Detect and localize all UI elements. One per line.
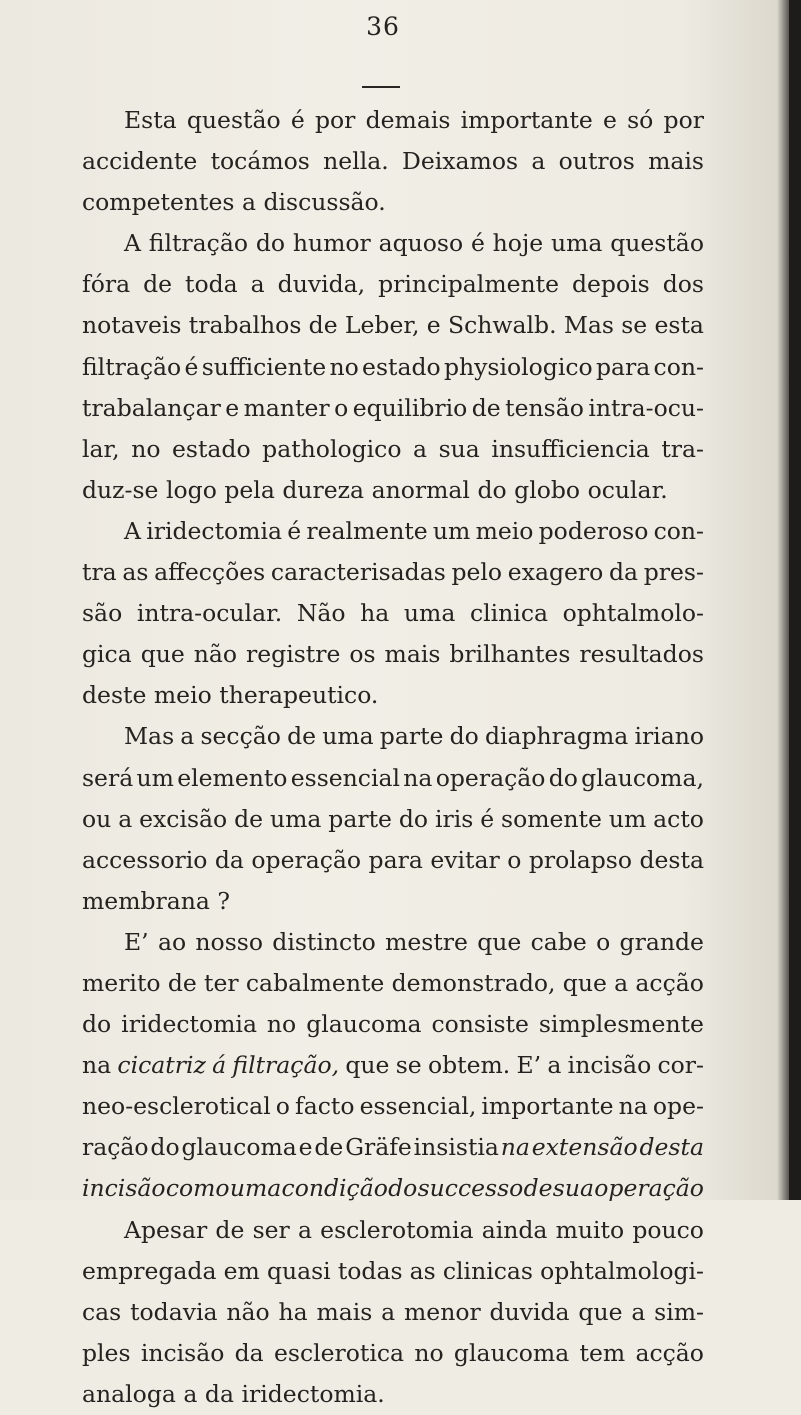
word: E’ bbox=[516, 1051, 542, 1080]
word: affecções bbox=[154, 558, 266, 587]
header-rule bbox=[362, 86, 400, 88]
word: é bbox=[184, 352, 199, 381]
word: outros bbox=[558, 147, 635, 176]
word: resultados bbox=[579, 640, 704, 669]
word: filtração, bbox=[232, 1051, 340, 1080]
text-line bbox=[82, 347, 704, 388]
word: ha bbox=[278, 1297, 308, 1326]
word: pouco bbox=[632, 1215, 704, 1244]
word: para bbox=[595, 352, 651, 381]
word: á bbox=[212, 1051, 227, 1080]
word: esta bbox=[654, 311, 704, 340]
word: ophtalmologi- bbox=[540, 1256, 704, 1285]
word: anormal bbox=[371, 475, 470, 504]
word: de bbox=[167, 968, 197, 997]
word: duvida, bbox=[277, 270, 366, 299]
word: toda bbox=[185, 270, 238, 299]
text-line bbox=[82, 922, 704, 963]
word: acto bbox=[653, 804, 704, 833]
text-line bbox=[82, 552, 704, 593]
word: é bbox=[480, 804, 495, 833]
word: glaucoma bbox=[181, 1133, 297, 1162]
word: accidente bbox=[82, 147, 198, 176]
word: esclerotica bbox=[273, 1338, 405, 1367]
word: de bbox=[308, 311, 338, 340]
word: tra bbox=[82, 558, 117, 587]
word: na bbox=[403, 763, 433, 792]
word: mais bbox=[384, 640, 441, 669]
word: iridectomia bbox=[146, 516, 282, 545]
word: a bbox=[614, 968, 629, 997]
word: realmente bbox=[306, 516, 428, 545]
word: Apesar bbox=[124, 1215, 208, 1244]
word: a bbox=[183, 1379, 198, 1408]
word: Leber, bbox=[344, 311, 420, 340]
word: do bbox=[477, 475, 507, 504]
word: brilhantes bbox=[449, 640, 571, 669]
word: do bbox=[150, 1133, 180, 1162]
word: E’ bbox=[124, 927, 149, 956]
word: elemento bbox=[177, 763, 288, 792]
word: incisão bbox=[82, 1174, 166, 1203]
word: ter bbox=[204, 968, 239, 997]
word: a bbox=[250, 270, 265, 299]
text-line bbox=[82, 1333, 704, 1374]
word: intra-ocu- bbox=[588, 393, 704, 422]
word: manter bbox=[243, 393, 330, 422]
word: glaucoma bbox=[306, 1010, 422, 1039]
word: consiste bbox=[431, 1010, 529, 1039]
word: e bbox=[426, 311, 441, 340]
text-line bbox=[82, 141, 704, 182]
word: dureza bbox=[282, 475, 365, 504]
word: nosso bbox=[195, 927, 263, 956]
word: Mas bbox=[563, 311, 614, 340]
word: que bbox=[562, 968, 607, 997]
word: somente bbox=[501, 804, 602, 833]
word: as bbox=[122, 558, 149, 587]
word: insufficiencia bbox=[491, 434, 650, 463]
word: trabalançar bbox=[82, 393, 221, 422]
word: no bbox=[329, 352, 359, 381]
word: lar, bbox=[82, 434, 120, 463]
word: a bbox=[381, 1297, 396, 1326]
word: do bbox=[82, 1010, 112, 1039]
word: A bbox=[124, 516, 141, 545]
word: duz-se bbox=[82, 475, 159, 504]
text-line bbox=[82, 223, 704, 264]
word: a bbox=[118, 804, 133, 833]
word: Gräfe bbox=[345, 1133, 412, 1162]
word: de bbox=[215, 1215, 245, 1244]
word: operação bbox=[251, 845, 362, 874]
text-line bbox=[82, 1045, 704, 1086]
word: no bbox=[131, 434, 161, 463]
word: deste bbox=[82, 681, 147, 710]
word: são bbox=[82, 599, 123, 628]
word: fóra bbox=[82, 270, 131, 299]
word: só bbox=[627, 106, 654, 134]
word: esclerotomia bbox=[320, 1215, 474, 1244]
word: a bbox=[631, 1297, 646, 1326]
word: ope- bbox=[652, 1092, 704, 1121]
word: não bbox=[226, 1297, 270, 1326]
word: em bbox=[223, 1256, 260, 1285]
word: os bbox=[349, 640, 376, 669]
word: de bbox=[234, 804, 264, 833]
word: mais bbox=[648, 147, 704, 176]
word: da bbox=[234, 1338, 264, 1367]
word: ou bbox=[82, 804, 112, 833]
text-line bbox=[82, 182, 704, 223]
word: na bbox=[82, 1051, 112, 1080]
text-line bbox=[82, 881, 704, 922]
word: insistia bbox=[413, 1133, 499, 1162]
word: e bbox=[225, 393, 240, 422]
word: na bbox=[618, 1092, 648, 1121]
word: depois bbox=[571, 270, 650, 299]
word: se bbox=[395, 1051, 422, 1080]
word: ophtalmolo- bbox=[562, 599, 704, 628]
word: se bbox=[621, 311, 648, 340]
word: estado bbox=[172, 434, 251, 463]
word: Schwalb. bbox=[447, 311, 557, 340]
word: todas bbox=[337, 1256, 403, 1285]
word: essencial bbox=[290, 763, 401, 792]
word: a bbox=[241, 188, 256, 217]
word: que bbox=[345, 1051, 390, 1080]
word: condição bbox=[281, 1174, 388, 1203]
word: um bbox=[432, 516, 471, 545]
word: uma bbox=[403, 599, 456, 628]
text-line bbox=[82, 758, 704, 799]
word: aquoso bbox=[378, 229, 464, 258]
word: na bbox=[500, 1133, 530, 1162]
text-line bbox=[82, 593, 704, 634]
word: distincto bbox=[272, 927, 376, 956]
word: todavia bbox=[130, 1297, 218, 1326]
page-edge-shadow bbox=[789, 0, 801, 1200]
word: cas bbox=[82, 1297, 122, 1326]
word: operação bbox=[435, 763, 546, 792]
word: intra-ocular. bbox=[136, 599, 283, 628]
word: a bbox=[531, 147, 546, 176]
text-line bbox=[82, 1168, 704, 1209]
word: pres- bbox=[643, 558, 704, 587]
word: importante bbox=[481, 1092, 614, 1121]
word: o bbox=[334, 393, 349, 422]
word: hoje bbox=[492, 229, 544, 258]
word: mais bbox=[316, 1297, 373, 1326]
word: do bbox=[388, 1174, 418, 1203]
text-line bbox=[82, 634, 704, 675]
word: tocámos bbox=[210, 147, 310, 176]
word: pathologico bbox=[262, 434, 402, 463]
word: iris bbox=[434, 804, 474, 833]
word: registre bbox=[246, 640, 341, 669]
word: meio bbox=[475, 516, 534, 545]
word: simplesmente bbox=[538, 1010, 704, 1039]
word: clinicas bbox=[442, 1256, 533, 1285]
word: physiologico bbox=[443, 352, 593, 381]
word: iridectomia. bbox=[241, 1379, 385, 1408]
text-line bbox=[82, 1292, 704, 1333]
word: filtração bbox=[148, 229, 248, 258]
word: as bbox=[409, 1256, 436, 1285]
word: ao bbox=[157, 927, 187, 956]
word: filtração bbox=[82, 352, 182, 381]
word: ser bbox=[252, 1215, 290, 1244]
word: um bbox=[136, 763, 174, 792]
text-line bbox=[82, 100, 704, 141]
text-line bbox=[82, 799, 704, 840]
word: para bbox=[368, 845, 423, 874]
word: caracterisadas bbox=[270, 558, 446, 587]
word: tem bbox=[579, 1338, 626, 1367]
word: e bbox=[298, 1133, 313, 1162]
word: evitar bbox=[430, 845, 500, 874]
word: cicatriz bbox=[117, 1051, 206, 1080]
word: de bbox=[523, 1174, 553, 1203]
word: a bbox=[413, 434, 428, 463]
word: ha bbox=[360, 599, 390, 628]
word: o bbox=[507, 845, 522, 874]
word: o bbox=[596, 927, 611, 956]
word: do bbox=[398, 804, 429, 833]
word: é bbox=[290, 106, 305, 134]
word: estado bbox=[362, 352, 441, 381]
word: muito bbox=[555, 1215, 625, 1244]
text-line bbox=[82, 716, 704, 757]
word: sim- bbox=[654, 1297, 704, 1326]
word: por bbox=[663, 106, 704, 134]
word: excisão bbox=[139, 804, 228, 833]
word: Deixamos bbox=[402, 147, 519, 176]
word: mestre bbox=[385, 927, 468, 956]
word: da bbox=[204, 1379, 234, 1408]
word: notaveis bbox=[82, 311, 182, 340]
word: ples bbox=[82, 1338, 131, 1367]
word: secção bbox=[200, 722, 281, 751]
word: tensão bbox=[505, 393, 584, 422]
word: menor bbox=[404, 1297, 481, 1326]
word: de bbox=[471, 393, 501, 422]
word: a bbox=[297, 1215, 312, 1244]
word: acção bbox=[635, 968, 704, 997]
text-line bbox=[82, 840, 704, 881]
word: facto bbox=[295, 1092, 355, 1121]
word: principalmente bbox=[378, 270, 559, 299]
word: pela bbox=[224, 475, 275, 504]
word: desta bbox=[639, 845, 704, 874]
word: merito bbox=[82, 968, 161, 997]
page-number: 36 bbox=[366, 12, 400, 41]
text-line bbox=[82, 1004, 704, 1045]
word: da bbox=[608, 558, 639, 587]
text-line bbox=[82, 963, 704, 1004]
word: do bbox=[548, 763, 578, 792]
word: é bbox=[287, 516, 302, 545]
word: trabalhos bbox=[188, 311, 302, 340]
word: dos bbox=[662, 270, 704, 299]
word: Mas bbox=[124, 722, 175, 751]
word: neo-esclerotical bbox=[82, 1092, 271, 1121]
word: empregada bbox=[82, 1256, 217, 1285]
text-line bbox=[82, 1210, 704, 1251]
word: iriano bbox=[634, 722, 704, 751]
word: no bbox=[414, 1338, 444, 1367]
word: demonstrado, bbox=[391, 968, 556, 997]
word: ainda bbox=[481, 1215, 548, 1244]
word: sua bbox=[552, 1174, 594, 1203]
word: competentes bbox=[82, 188, 235, 217]
body-text bbox=[82, 100, 704, 1415]
word: exagero bbox=[507, 558, 604, 587]
word: questão bbox=[186, 106, 281, 134]
text-line bbox=[82, 429, 704, 470]
word: membrana ? bbox=[82, 886, 230, 915]
word: iridectomia bbox=[121, 1010, 257, 1039]
word: extensão bbox=[531, 1133, 638, 1162]
text-line bbox=[82, 264, 704, 305]
word: clinica bbox=[469, 599, 548, 628]
word: que bbox=[140, 640, 185, 669]
word: gica bbox=[82, 640, 132, 669]
word: do bbox=[255, 229, 286, 258]
word: quasi bbox=[266, 1256, 331, 1285]
word: glaucoma, bbox=[581, 763, 704, 792]
word: uma bbox=[269, 804, 322, 833]
word: duvida bbox=[489, 1297, 570, 1326]
word: como bbox=[165, 1174, 230, 1203]
word: será bbox=[82, 763, 134, 792]
text-line bbox=[82, 511, 704, 552]
word: que bbox=[477, 927, 522, 956]
word: cor- bbox=[657, 1051, 704, 1080]
word: glaucoma bbox=[453, 1338, 570, 1367]
word: successo bbox=[417, 1174, 524, 1203]
word: pelo bbox=[451, 558, 503, 587]
text-line bbox=[82, 1086, 704, 1127]
word: therapeutico. bbox=[219, 681, 379, 710]
word: discussão. bbox=[263, 188, 386, 217]
word: meio bbox=[153, 681, 212, 710]
word: um bbox=[608, 804, 647, 833]
word: no bbox=[266, 1010, 297, 1039]
word: desta bbox=[639, 1133, 704, 1162]
word: A bbox=[124, 229, 141, 258]
word: poderoso bbox=[538, 516, 649, 545]
word: acção bbox=[635, 1338, 704, 1367]
word: con- bbox=[653, 352, 704, 381]
word: de bbox=[314, 1133, 344, 1162]
word: o bbox=[275, 1092, 290, 1121]
text-line bbox=[82, 675, 704, 716]
word: grande bbox=[619, 927, 704, 956]
word: sufficiente bbox=[201, 352, 327, 381]
word: cabe bbox=[530, 927, 587, 956]
text-line bbox=[82, 1127, 704, 1168]
word: operação bbox=[594, 1174, 704, 1203]
word: parte bbox=[328, 804, 392, 833]
word: cabalmente bbox=[245, 968, 385, 997]
word: importante bbox=[460, 106, 593, 134]
word: accessorio bbox=[82, 845, 208, 874]
word: analoga bbox=[82, 1379, 176, 1408]
word: equilibrio bbox=[352, 393, 468, 422]
word: ocular. bbox=[587, 475, 668, 504]
word: ração bbox=[82, 1133, 149, 1162]
word: diaphragma bbox=[484, 722, 629, 751]
word: uma bbox=[550, 229, 603, 258]
word: incisão bbox=[567, 1051, 652, 1080]
word: a bbox=[180, 722, 195, 751]
word: de bbox=[143, 270, 173, 299]
text-line bbox=[82, 1374, 704, 1415]
word: nella. bbox=[323, 147, 389, 176]
word: e bbox=[603, 106, 617, 134]
word: incisão bbox=[140, 1338, 225, 1367]
word: logo bbox=[165, 475, 217, 504]
word: de bbox=[287, 722, 317, 751]
word: uma bbox=[229, 1174, 282, 1203]
word: prolapso bbox=[528, 845, 633, 874]
word: uma bbox=[322, 722, 374, 751]
word: parte bbox=[379, 722, 444, 751]
word: con- bbox=[653, 516, 704, 545]
word: obtem. bbox=[427, 1051, 511, 1080]
word: do bbox=[449, 722, 479, 751]
word: a bbox=[547, 1051, 562, 1080]
word: tra- bbox=[661, 434, 704, 463]
text-line bbox=[82, 470, 704, 511]
word: da bbox=[214, 845, 244, 874]
word: demais bbox=[365, 106, 451, 134]
word: por bbox=[314, 106, 356, 134]
word: globo bbox=[514, 475, 581, 504]
word: Esta bbox=[124, 106, 177, 134]
word: é bbox=[470, 229, 485, 258]
text-line bbox=[82, 388, 704, 429]
word: não bbox=[193, 640, 238, 669]
word: que bbox=[578, 1297, 623, 1326]
word: humor bbox=[292, 229, 371, 258]
word: Não bbox=[296, 599, 346, 628]
text-line bbox=[82, 1251, 704, 1292]
word: questão bbox=[610, 229, 704, 258]
word: essencial, bbox=[359, 1092, 477, 1121]
word: sua bbox=[438, 434, 480, 463]
text-line bbox=[82, 305, 704, 346]
